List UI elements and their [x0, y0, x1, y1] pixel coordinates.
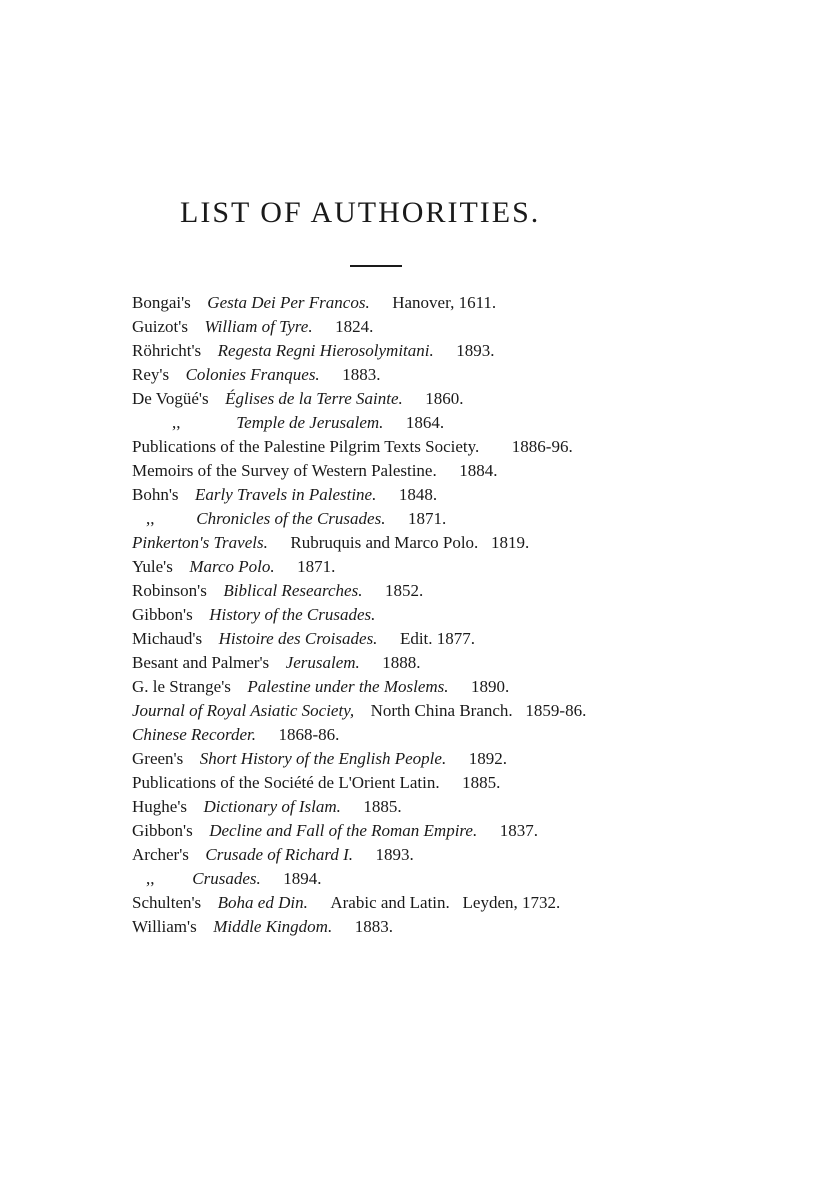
entry-title: Colonies Franques.	[185, 365, 320, 384]
entry-title: William of Tyre.	[204, 317, 313, 336]
list-item	[132, 362, 380, 388]
entry-author: Rey's	[132, 365, 170, 384]
entry-author: Michaud's	[132, 629, 203, 648]
entry-details: 1860.	[425, 389, 464, 408]
list-item	[132, 314, 373, 340]
entry-author: G. le Strange's	[132, 677, 231, 696]
entry-author: Schulten's	[132, 893, 202, 912]
entry-title: Gesta Dei Per Francos.	[207, 293, 370, 312]
list-item	[132, 674, 509, 700]
list-item	[132, 818, 538, 844]
ditto-mark: ,,	[146, 509, 155, 528]
list-item	[146, 866, 321, 892]
entry-title: Églises de la Terre Sainte.	[225, 389, 403, 408]
entry-author: Publications of the Palestine Pilgrim Texts Society.	[132, 437, 480, 456]
entry-details: 1886-96.	[511, 437, 573, 456]
entry-title: Middle Kingdom.	[213, 917, 333, 936]
entry-author: Gibbon's	[132, 821, 193, 840]
entry-author: Memoirs of the Survey of Western Palestine.	[132, 461, 437, 480]
entry-author: Guizot's	[132, 317, 188, 336]
ditto-mark: ,,	[172, 413, 181, 432]
list-item	[172, 410, 444, 436]
entry-title: Palestine under the Moslems.	[247, 677, 449, 696]
entry-details: 1864.	[405, 413, 445, 432]
entry-title: Pinkerton's Travels.	[132, 533, 268, 552]
entry-details: 1852.	[384, 581, 424, 600]
list-item	[132, 290, 496, 316]
ditto-mark: ,,	[146, 869, 155, 888]
entry-details: North China Branch. 1859-86.	[370, 701, 587, 720]
entry-title: Temple de Jerusalem.	[236, 413, 384, 432]
entry-details: 1893.	[456, 341, 495, 360]
entry-title: Jerusalem.	[285, 653, 360, 672]
entry-title: Short History of the English People.	[199, 749, 447, 768]
page-title: LIST OF AUTHORITIES.	[180, 196, 541, 229]
entry-details: 1885.	[363, 797, 402, 816]
list-item	[132, 890, 560, 916]
entry-title: Crusade of Richard I.	[205, 845, 354, 864]
list-item	[132, 746, 507, 772]
entry-author: Robinson's	[132, 581, 207, 600]
entry-details: 1871.	[407, 509, 447, 528]
list-item	[132, 434, 573, 460]
list-item	[132, 602, 375, 628]
list-item	[132, 722, 339, 748]
entry-title: Early Travels in Palestine.	[195, 485, 377, 504]
list-item	[132, 914, 393, 940]
entry-title: Journal of Royal Asiatic Society,	[132, 701, 355, 720]
entry-details: 1883.	[354, 917, 393, 936]
list-item	[132, 770, 500, 796]
list-item	[132, 650, 421, 676]
entry-details: 1888.	[382, 653, 421, 672]
entry-author: William's	[132, 917, 197, 936]
entry-details: 1893.	[375, 845, 414, 864]
entry-title: Chinese Recorder.	[132, 725, 257, 744]
entry-author: Besant and Palmer's	[132, 653, 270, 672]
entry-details: 1885.	[462, 773, 501, 792]
entry-details: 1883.	[342, 365, 381, 384]
entry-details: 1871.	[297, 557, 336, 576]
list-item	[132, 842, 414, 868]
entry-author: Gibbon's	[132, 605, 193, 624]
entry-author: Publications of the Société de L'Orient Latin.	[132, 773, 440, 792]
entry-details: Edit. 1877.	[399, 629, 476, 648]
entry-author: Röhricht's	[132, 341, 202, 360]
entry-details: 1892.	[468, 749, 507, 768]
entry-details: Arabic and Latin. Leyden, 1732.	[330, 893, 561, 912]
entry-title: Histoire des Croisades.	[218, 629, 378, 648]
entry-details: 1824.	[335, 317, 374, 336]
entry-details: 1837.	[499, 821, 538, 840]
entry-title: Regesta Regni Hierosolymitani.	[217, 341, 434, 360]
list-item	[146, 506, 446, 532]
entry-details: Rubruquis and Marco Polo. 1819.	[290, 533, 530, 552]
entry-details: 1894.	[283, 869, 322, 888]
list-item	[132, 338, 495, 364]
list-item	[132, 530, 529, 556]
entry-details: 1890.	[471, 677, 510, 696]
entry-details: 1848.	[398, 485, 438, 504]
entry-title: Biblical Researches.	[223, 581, 363, 600]
list-item	[132, 458, 497, 484]
entry-title: Dictionary of Islam.	[203, 797, 341, 816]
list-item	[132, 482, 437, 508]
entry-title: Boha ed Din.	[217, 893, 308, 912]
entry-author: Hughe's	[132, 797, 188, 816]
entry-title: Marco Polo.	[189, 557, 275, 576]
list-item	[132, 386, 464, 412]
list-item	[132, 554, 335, 580]
list-item	[132, 794, 402, 820]
entry-title: Decline and Fall of the Roman Empire.	[209, 821, 478, 840]
entry-author: Green's	[132, 749, 184, 768]
entry-author: Yule's	[132, 557, 173, 576]
list-item	[132, 698, 586, 724]
entry-title: History of the Crusades.	[209, 605, 376, 624]
entry-author: De Vogüé's	[132, 389, 209, 408]
entry-author: Bongai's	[132, 293, 191, 312]
entry-details: Hanover, 1611.	[392, 293, 497, 312]
entry-details: 1868-86.	[278, 725, 340, 744]
list-item	[132, 626, 475, 652]
entry-author: Bohn's	[132, 485, 179, 504]
entry-author: Archer's	[132, 845, 189, 864]
list-item	[132, 578, 423, 604]
entry-details: 1884.	[459, 461, 498, 480]
entry-title: Chronicles of the Crusades.	[196, 509, 386, 528]
entry-title: Crusades.	[192, 869, 261, 888]
